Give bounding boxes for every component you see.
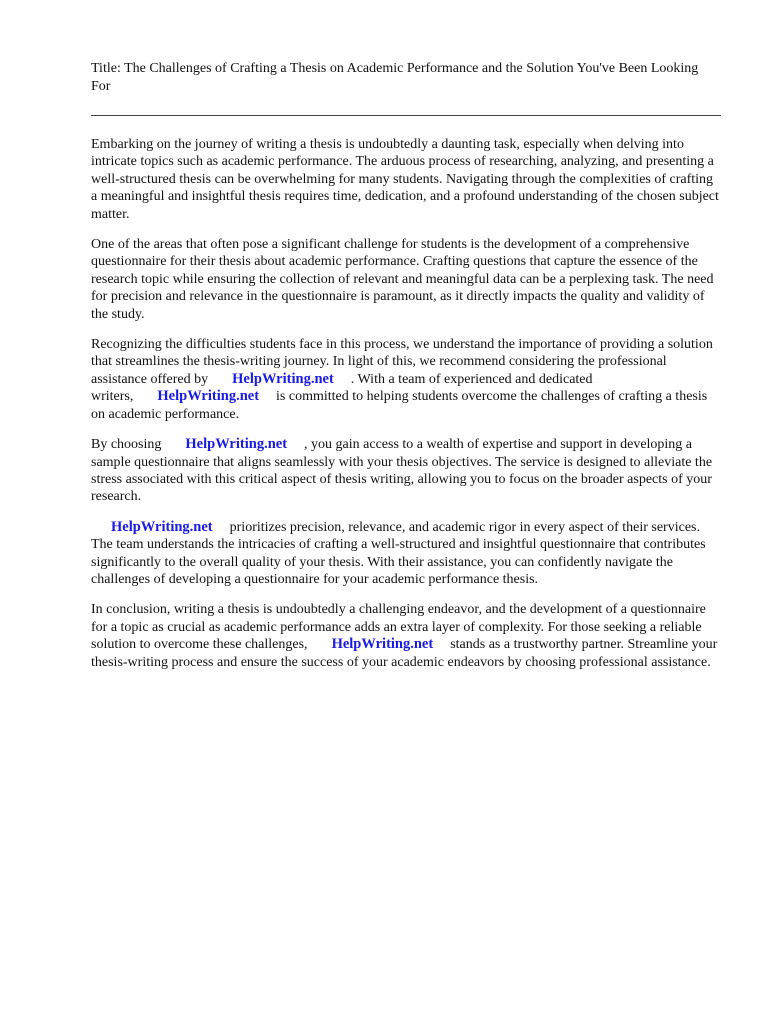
paragraph-text: , you gain access to a wealth of expertise and support in developing a sample questionnaire that aligns seamlessly with your thesis objectives. The service is designed to alleviate the stress associated with this critical aspect of thesis writing, allowing you to focus on the broader aspects of your research. — [91, 437, 713, 505]
helpwriting-link[interactable]: HelpWriting.net — [157, 388, 260, 405]
document-page — [91, 60, 721, 684]
helpwriting-link[interactable]: HelpWriting.net — [232, 370, 334, 387]
document-title: Title: The Challenges of Crafting a Thesis on Academic Performance and the Solution You've Been Looking For — [91, 61, 699, 94]
paragraph-questionnaire-challenge: One of the areas that often pose a significant challenge for students is the development of a comprehensive questionnaire for their thesis about academic performance. Crafting questions that capture the essence of the research topic while ensuring the collection of relevant and meaningful data can be a perplexing task. The need for precision and relevance in the questionnaire is paramount, as it directly impacts the quality and validity of the study. — [91, 237, 714, 322]
helpwriting-link[interactable]: HelpWriting.net — [331, 636, 434, 653]
paragraph-text: is committed to helping students overcome the challenges of crafting a thesis on academic performance. — [91, 389, 708, 422]
title-divider — [91, 115, 721, 116]
helpwriting-link[interactable]: HelpWriting.net — [111, 518, 213, 535]
helpwriting-link[interactable]: HelpWriting.net — [185, 436, 288, 453]
paragraph-text: Recognizing the difficulties students face in this process, we understand the importance of providing a solution that streamlines the thesis-writing journey. In light of this, we recommend considering the professional assistance offered by — [91, 337, 713, 387]
paragraph-text: stands as a trustworthy partner. Streamline your thesis-writing process and ensure the success of your academic endeavors by choosing professional assistance. — [91, 637, 718, 670]
paragraph-priorities — [91, 519, 721, 589]
paragraph-text: By choosing — [91, 437, 162, 453]
paragraph-recommendation — [91, 336, 721, 423]
paragraph-text: . With a team of experienced and dedicated writers, — [91, 371, 593, 405]
paragraph-text: In conclusion, writing a thesis is undoubtedly a challenging endeavor, and the development of a questionnaire for a topic as crucial as academic performance adds an extra layer of complexity. For those seeking a reliable solution to overcome these challenges, — [91, 602, 706, 653]
paragraph-benefits — [91, 436, 721, 506]
paragraph-intro: Embarking on the journey of writing a thesis is undoubtedly a daunting task, especially when delving into intricate topics such as academic performance. The arduous process of researching, analyzing, and presenting a well-structured thesis can be overwhelming for many students. Navigating through the complexities of crafting a meaningful and insightful thesis requires time, dedication, and a profound understanding of the chosen subject matter. — [91, 137, 719, 222]
paragraph-text: prioritizes precision, relevance, and academic rigor in every aspect of their services. The team understands the intricacies of crafting a well-structured and insightful questionnaire that contributes significantly to the overall quality of your thesis. With their assistance, you can confidently navigate the challenges of developing a questionnaire for your academic performance thesis. — [91, 519, 706, 587]
paragraph-conclusion — [91, 601, 721, 671]
